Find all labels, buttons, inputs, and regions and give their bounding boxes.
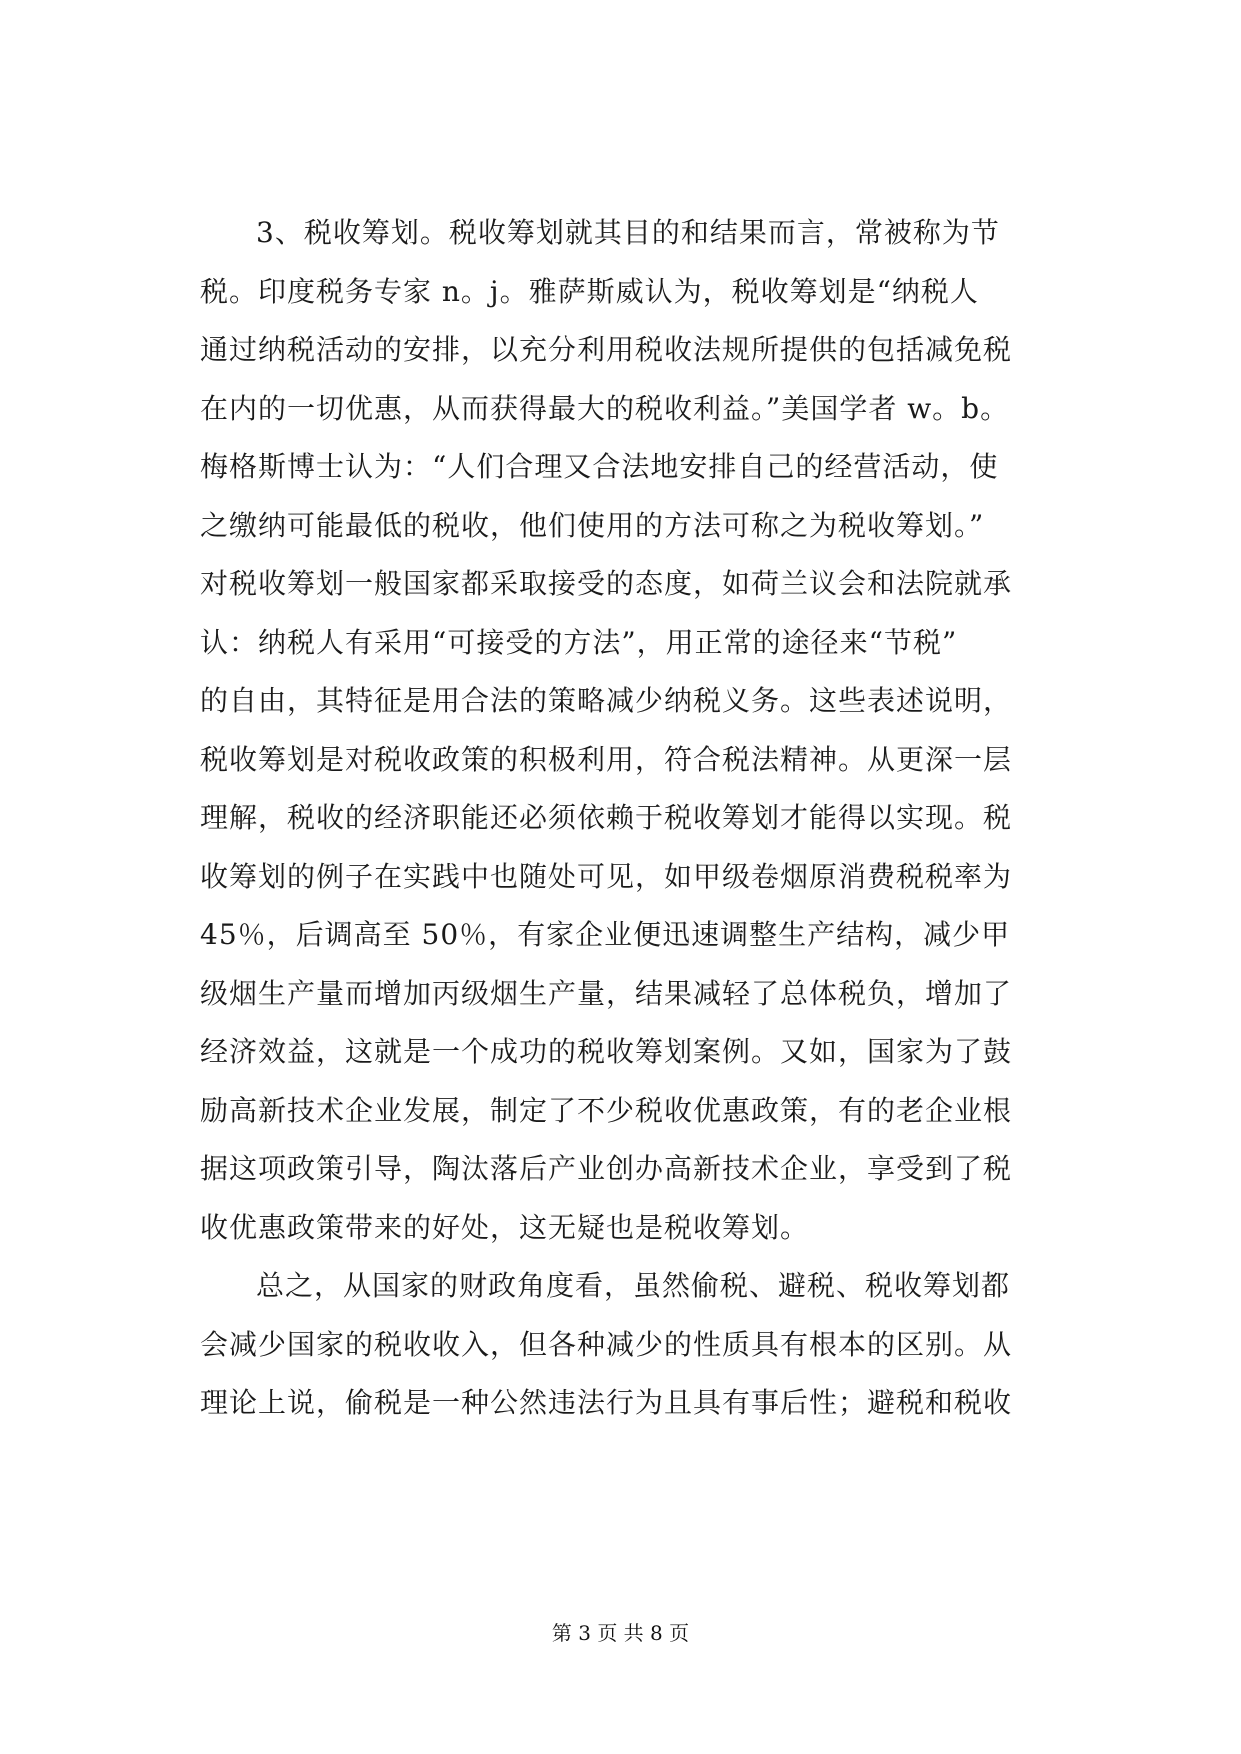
text-line: 对税收筹划一般国家都采取接受的态度，如荷兰议会和法院就承: [200, 567, 1013, 600]
text-line: 会减少国家的税收收入，但各种减少的性质具有根本的区别。从: [200, 1327, 1013, 1361]
text-line: 经济效益，这就是一个成功的税收筹划案例。又如，国家为了鼓: [200, 1035, 1013, 1068]
text-line: 理论上说，偷税是一种公然违法行为且具有事后性；避税和税收: [200, 1386, 1013, 1419]
text-line: 收筹划的例子在实践中也随处可见，如甲级卷烟原消费税税率为: [200, 859, 1013, 893]
text-line: 通过纳税活动的安排，以充分利用税收法规所提供的包括减免税: [200, 333, 1013, 366]
text-line: 认：纳税人有采用“可接受的方法”，用正常的途径来“节税”: [200, 625, 958, 659]
text-line: 理解，税收的经济职能还必须依赖于税收筹划才能得以实现。税: [200, 801, 1013, 834]
text-line: 的自由，其特征是用合法的策略减少纳税义务。这些表述说明，: [200, 684, 1013, 717]
text-line: 梅格斯博士认为：“人们合理又合法地安排自己的经营活动，使: [200, 450, 999, 483]
text-line: 3、税收筹划。税收筹划就其目的和结果而言，常被称为节: [256, 216, 1000, 249]
text-line: 收优惠政策带来的好处，这无疑也是税收筹划。: [200, 1210, 810, 1244]
text-line: 级烟生产量而增加丙级烟生产量，结果减轻了总体税负，增加了: [200, 976, 1013, 1010]
page-number-footer: 第 3 页 共 8 页: [551, 1621, 690, 1645]
text-line: 在内的一切优惠，从而获得最大的税收利益。”美国学者 w。b。: [200, 391, 1010, 425]
text-line: 税。印度税务专家 n。j。雅萨斯威认为，税收筹划是“纳税人: [200, 274, 979, 308]
text-line: 励高新技术企业发展，制定了不少税收优惠政策，有的老企业根: [200, 1093, 1013, 1127]
text-line: 之缴纳可能最低的税收，他们使用的方法可称之为税收筹划。”: [200, 508, 985, 542]
text-line: 总之，从国家的财政角度看，虽然偷税、避税、税收筹划都: [256, 1269, 1011, 1302]
body-text: [200, 204, 1080, 1433]
text-line: 据这项政策引导，陶汰落后产业创办高新技术企业，享受到了税: [200, 1152, 1013, 1185]
text-line: 45％，后调高至 50％，有家企业便迅速调整生产结构，减少甲: [200, 918, 1011, 951]
text-line: 税收筹划是对税收政策的积极利用，符合税法精神。从更深一层: [200, 742, 1013, 776]
